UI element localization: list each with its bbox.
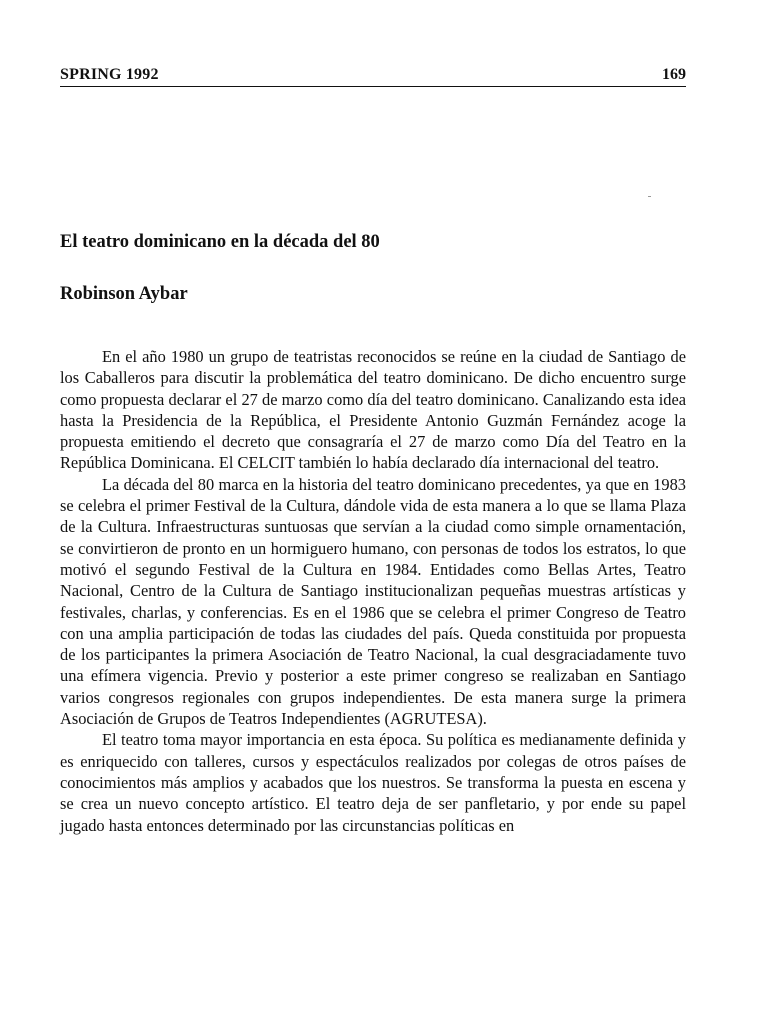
article-author: Robinson Aybar	[60, 284, 188, 304]
article-body	[60, 346, 686, 836]
article-title: El teatro dominicano en la década del 80	[60, 232, 380, 252]
paragraph-2: La década del 80 marca en la historia del teatro dominicano precedentes, ya que en 1983 se celebra el primer Festival de la Cultura, dándole vida de esta manera a lo que se llama Plaza de la Cultura. Infraestructuras suntuosas que servían a la ciudad como simple ornamentación, se convirtieron de pronto en un hormiguero humano, con personas de todos los estratos, lo que motivó el segundo Festival de la Cultura en 1984. Entidades como Bellas Artes, Teatro Nacional, Centro de la Cultura de Santiago institucionalizan pequeñas muestras artísticas y festivales, charlas, y conferencias. Es en el 1986 que se celebra el primer Congreso de Teatro con una amplia participación de todas las ciudades del país. Queda constituida por propuesta de los participantes la primera Asociación de Teatro Nacional, la cual desgraciadamente tuvo una efímera vigencia. Previo y posterior a este primer congreso se realizaban en Santiago varios congresos regionales con grupos independientes. De esta manera surge la primera Asociación de Grupos de Teatros Independientes (AGRUTESA).	[60, 474, 686, 729]
running-header	[60, 66, 686, 87]
journal-issue: SPRING 1992	[60, 66, 159, 83]
paragraph-1: En el año 1980 un grupo de teatristas reconocidos se reúne en la ciudad de Santiago de los Caballeros para discutir la problemática del teatro dominicano. De dicho encuentro surge como propuesta declarar el 27 de marzo como día del teatro dominicano. Canalizando esta idea hasta la Presidencia de la República, el Presidente Antonio Guzmán Fernández acoge la propuesta emitiendo el decreto que consagraría el 27 de marzo como Día del Teatro en la República Dominicana. El CELCIT también lo había declarado día internacional del teatro.	[60, 347, 686, 473]
paragraph-3: El teatro toma mayor importancia en esta época. Su política es medianamente definida y es enriquecido con talleres, cursos y espectáculos realizados por colegas de otros países de conocimientos más amplios y acabados que los nuestros. Se transforma la puesta en escena y se crea un nuevo concepto artístico. El teatro deja de ser panfletario, y por ende su papel jugado hasta entonces determinado por las circunstancias políticas en	[60, 730, 686, 835]
scan-speck	[648, 196, 651, 197]
page-number: 169	[662, 66, 686, 83]
